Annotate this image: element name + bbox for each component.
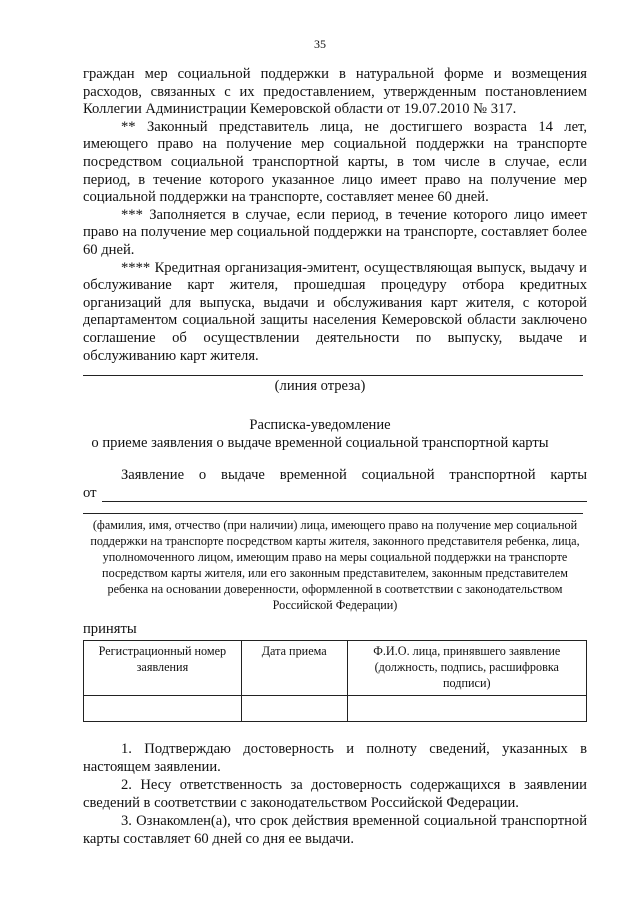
notice-subtitle: о приеме заявления о выдаче временной социальной транспортной карты: [91, 435, 549, 451]
cell-registration-number[interactable]: [84, 696, 242, 722]
footnotes-section: [83, 66, 587, 365]
table-header-row: [84, 641, 587, 696]
footnote-legal-representative: ** Законный представитель лица, не достигшего возраста 14 лет, имеющего право на получение мер социальной поддержки на транспорте посредством социальной транспортной карты, в том числе в случае, если период, в течение которого указанное лицо имеет право на получение мер социальной поддержки на транспорте, составляет менее 60 дней.: [83, 118, 587, 206]
statement-block: [83, 466, 587, 502]
paragraph-continuation: граждан мер социальной поддержки в натуральной форме и возмещения расходов, связанных с их предоставлением, утвержденным постановлением Коллегии Администрации Кемеровской области от 19.07.2010 № 317.: [83, 66, 587, 118]
confirmation-item: 2. Несу ответственность за достоверность содержащихся в заявлении сведений в соответствии с законодательством Российской Федерации.: [83, 777, 587, 811]
from-label: от: [83, 485, 97, 501]
confirmation-item: 1. Подтверждаю достоверность и полноту сведений, указанных в настоящем заявлении.: [83, 741, 587, 775]
header-accepting-person: Ф.И.О. лица, принявшего заявление (должность, подпись, расшифровка подписи): [347, 641, 586, 696]
accepted-label: приняты: [83, 621, 137, 637]
footnote-credit-organization: **** Кредитная организация-эмитент, осуществляющая выпуск, выдачу и обслуживание карт жителя, прошедшая процедуру отбора кредитных организаций для выпуска, выдачи и обслуживания карт жителя, с которой департаментом социальной защиты населения Кемеровской области заключено соглашение об осуществлении деятельности по выпуску, выдаче и обслуживанию карт жителя.: [83, 259, 587, 364]
page-number: 35: [314, 37, 326, 51]
footnote-more-than-60-days: *** Заполняется в случае, если период, в течение которого лицо имеет право на получение мер социальной поддержки на транспорте, составляет более 60 дней.: [83, 206, 587, 258]
field-caption: (фамилия, имя, отчество (при наличии) лица, имеющего право на получение мер социальной поддержки на транспорте посредством карты жителя, законного представителя ребенка, лица, уполномоченного лицом, имеющим право на меры социальной поддержки на транспорте посредством карты жителя, или его законным представителем, законным представителем ребенка на основании доверенности, оформленной в соответствии с законодательством Российской Федерации): [90, 518, 580, 612]
statement-text: Заявление о выдаче временной социальной транспортной карты: [121, 467, 587, 483]
confirmations-list: [83, 740, 587, 848]
cell-date-received[interactable]: [241, 696, 347, 722]
table-row: [84, 696, 587, 722]
cut-line-label: (линия отреза): [274, 378, 366, 394]
applicant-name-field-continued[interactable]: [83, 513, 583, 514]
applicant-name-field[interactable]: [102, 487, 587, 502]
header-registration-number: Регистрационный номер заявления: [84, 641, 242, 696]
cell-accepting-person[interactable]: [347, 696, 586, 722]
notice-heading: [0, 416, 640, 452]
confirmation-item: 3. Ознакомлен(а), что срок действия временной социальной транспортной карты составляет 60 дней со дня ее выдачи.: [83, 813, 587, 847]
notice-title: Расписка-уведомление: [249, 417, 391, 433]
header-date-received: Дата приема: [241, 641, 347, 696]
from-row: [83, 484, 587, 502]
receipt-table: [83, 640, 587, 722]
cut-line: [83, 375, 583, 376]
